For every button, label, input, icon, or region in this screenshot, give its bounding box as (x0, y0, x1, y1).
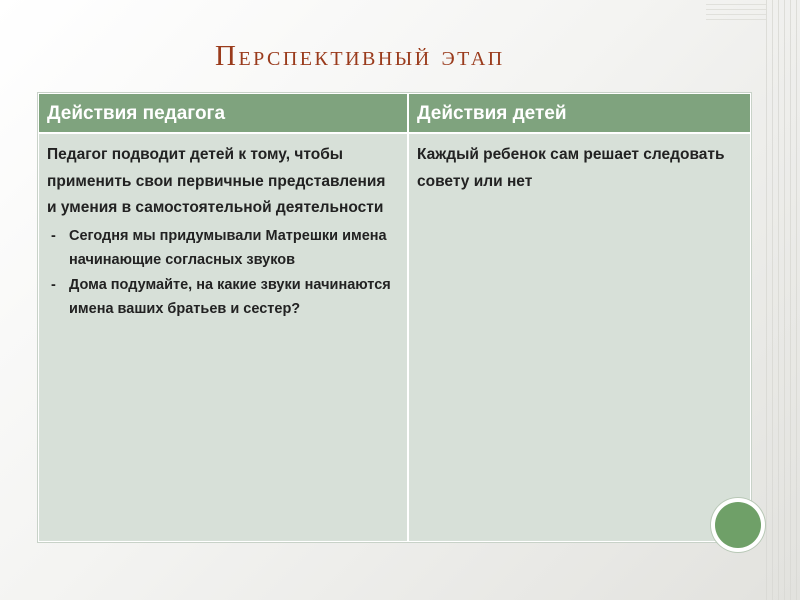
cell-teacher-actions (39, 133, 408, 541)
teacher-description: Педагог подводит детей к тому, чтобы применить свои первичные представления и умения в самостоятельной деятельности (47, 146, 386, 216)
bullet-text: Дома подумайте, на какие звуки начинаются имена ваших братьев и сестер? (69, 276, 391, 317)
plan-table-container (38, 93, 751, 542)
cell-children-actions (408, 133, 750, 541)
table-header-row (39, 94, 750, 133)
teacher-bullet-list (47, 224, 399, 322)
decorative-stripes-top (706, 0, 766, 20)
decorative-stripes (766, 0, 800, 600)
plan-table (39, 94, 750, 541)
list-item (47, 224, 399, 273)
slide-title: Перспективный этап (215, 40, 505, 72)
bullet-dash: - (51, 276, 56, 293)
header-children-actions: Действия детей (408, 94, 750, 133)
bullet-text: Сегодня мы придумывали Матрешки имена начинающие согласных звуков (69, 227, 387, 268)
table-row (39, 133, 750, 541)
bullet-dash: - (51, 227, 56, 244)
list-item (47, 273, 399, 322)
decorative-circle (715, 502, 761, 548)
header-teacher-actions: Действия педагога (39, 94, 408, 133)
children-description: Каждый ребенок сам решает следовать совету или нет (417, 146, 725, 190)
